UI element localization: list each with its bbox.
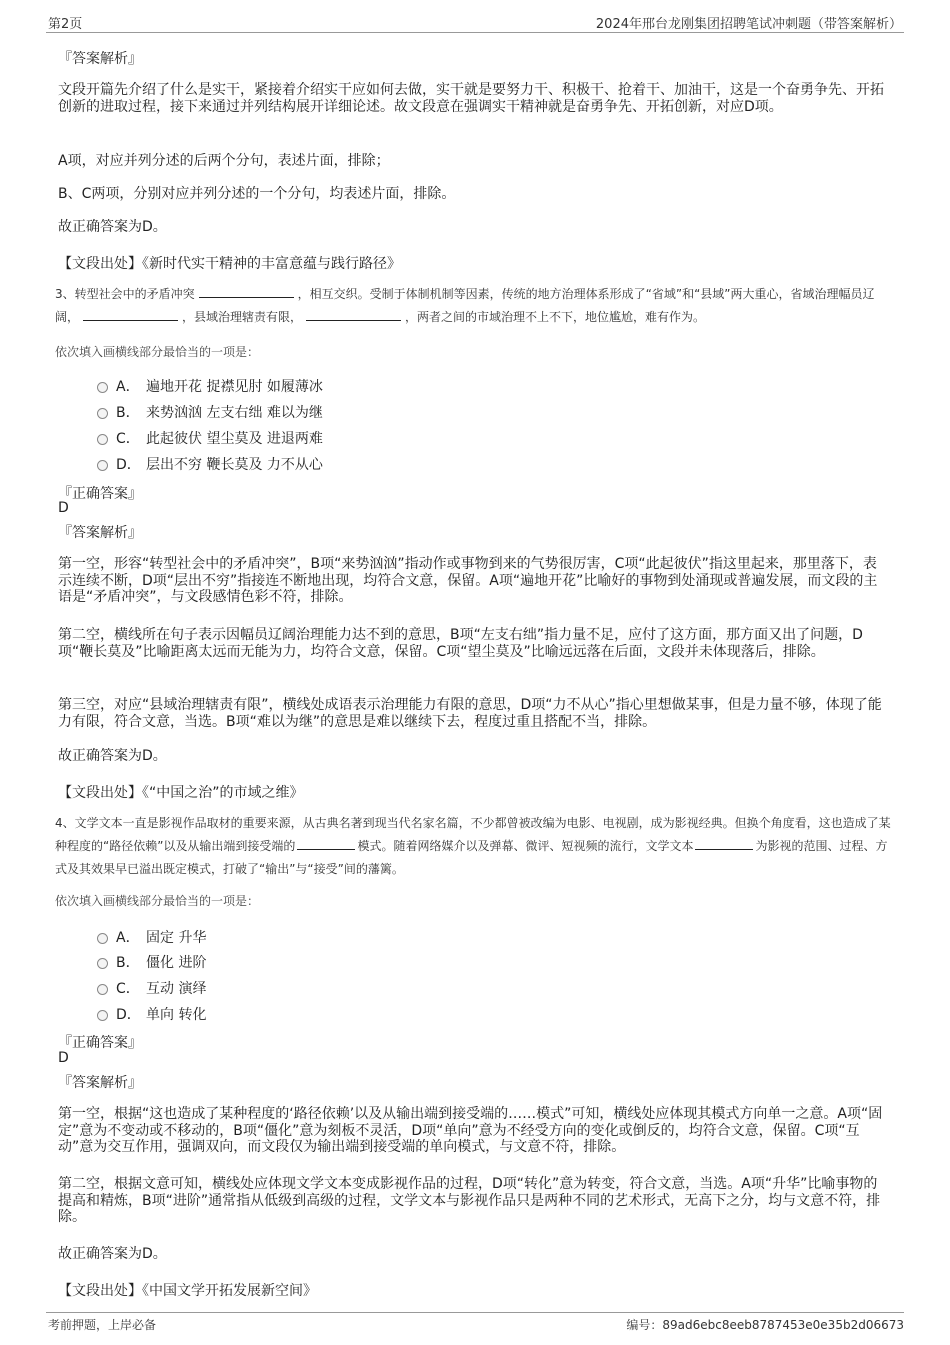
q4-correct-label: 『正确答案』 [58, 1035, 142, 1051]
option-letter: A． [116, 930, 140, 946]
radio-icon[interactable] [97, 434, 108, 445]
option-text: 互动 演绎 [146, 981, 207, 997]
q4-stem-part-2: 模式。随着网络媒介以及弹幕、微评、短视频的流行，文学文本 [357, 839, 694, 853]
q3-conclusion: 故正确答案为D。 [58, 748, 167, 764]
document-title: 2024年邢台龙刚集团招聘笔试冲刺题（带答案解析） [595, 17, 902, 32]
option-letter: B． [116, 405, 140, 421]
q2-analysis-paragraph-1: 文段开篇先介绍了什么是实干，紧接着介绍实干应如何去做，实干就是要努力干、积极干、抢着干、加油干，这是一个奋勇争先、开拓创新的进取过程，接下来通过并列结构展开详细论述。故文段意在强调实干精神就是奋勇争先、开拓创新，对应D项。 [58, 82, 884, 115]
option-text: 固定 升华 [146, 930, 207, 946]
q4-prompt: 依次填入画横线部分最恰当的一项是： [55, 894, 260, 908]
q4-conclusion: 故正确答案为D。 [58, 1246, 167, 1262]
q4-stem-part-1: 4、文学文本一直是影视作品取材的重要来源，从古典名著到现当代名家名篇，不少都曾被改编为电影、电视剧，成为影视经典。但换个角度看，这也造成了某种程度的“路径依赖”以及从输出端到接受端的 [55, 816, 891, 853]
document-code [626, 1316, 904, 1333]
q3-analysis-paragraph-2: 第二空，横线所在句子表示因幅员辽阔治理能力达不到的意思，B项“左支右绌”指力量不足，应付了这方面，那方面又出了问题，D项“鞭长莫及”比喻距离太远而无能为力，均符合文意，保留。C项“望尘莫及”比喻远远落在后面，文段并未体现落后，排除。 [58, 627, 863, 660]
option-text: 单向 转化 [146, 1007, 207, 1023]
q4-option-a[interactable] [97, 927, 206, 947]
radio-icon[interactable] [97, 1010, 108, 1021]
option-text: 遍地开花 捉襟见肘 如履薄冰 [146, 379, 323, 395]
radio-icon[interactable] [97, 460, 108, 471]
page-number: 第2页 [48, 17, 83, 32]
q3-option-a[interactable] [97, 376, 323, 396]
option-letter: D． [116, 1007, 141, 1023]
radio-icon[interactable] [97, 933, 108, 944]
q3-correct-answer: D [58, 500, 69, 516]
q3-blank-2 [83, 308, 178, 321]
radio-icon[interactable] [97, 382, 108, 393]
q3-analysis-paragraph-1: 第一空，形容“转型社会中的矛盾冲突”，B项“来势汹汹”指动作或事物到来的气势很厉害，C项“此起彼伏”指这里起来，那里落下，表示连续不断，D项“层出不穷”指接连不断地出现，均符合文意，保留。A项“遍地开花”比喻好的事物到处涌现或普遍发展，而文段的主语是“矛盾冲突”，与文段感情色彩不符，排除。 [58, 556, 878, 605]
q3-correct-label: 『正确答案』 [58, 486, 142, 502]
q4-analysis-label: 『答案解析』 [58, 1075, 142, 1091]
q4-option-d[interactable] [97, 1004, 206, 1024]
q3-option-c[interactable] [97, 428, 323, 448]
q3-stem-part-2: ，相互交织。受制于体制机制等因素，传统的地方治理体系形成了“省域”和“县域”两大重心，省域治理幅员辽阔， [55, 287, 875, 324]
option-text: 僵化 进阶 [146, 955, 207, 971]
q4-blank-1 [297, 837, 355, 850]
q3-analysis-label: 『答案解析』 [58, 525, 142, 541]
option-letter: D． [116, 457, 141, 473]
q4-correct-answer: D [58, 1050, 69, 1066]
q4-option-c[interactable] [97, 978, 206, 998]
page-header [46, 10, 904, 33]
option-text: 此起彼伏 望尘莫及 进退两难 [146, 431, 323, 447]
q3-stem-part-3: ，县域治理辖责有限， [182, 310, 303, 324]
q3-prompt: 依次填入画横线部分最恰当的一项是： [55, 345, 260, 359]
q3-stem-part-4: ，两者之间的市域治理不上不下，地位尴尬，难有作为。 [405, 310, 706, 324]
radio-icon[interactable] [97, 958, 108, 969]
option-letter: C． [116, 431, 140, 447]
q3-stem-part-1: 3、转型社会中的矛盾冲突 [55, 287, 195, 301]
q3-source: 【文段出处】《“中国之治”的市域之维》 [58, 785, 304, 801]
footer-slogan: 考前押题，上岸必备 [48, 1318, 157, 1332]
document-code-label: 编号： [626, 1318, 663, 1332]
q3-option-d[interactable] [97, 454, 323, 474]
q4-option-b[interactable] [97, 952, 206, 972]
option-letter: B． [116, 955, 140, 971]
q4-source: 【文段出处】《中国文学开拓发展新空间》 [58, 1283, 317, 1299]
q4-analysis-paragraph-1: 第一空，根据“这也造成了某种程度的‘路径依赖’以及从输出端到接受端的……模式”可知，横线处应体现其模式方向单一之意。A项“固定”意为不变动或不移动的，B项“僵化”意为刻板不灵活，D项“单向”意为不经受方向的变化或倒反的，均符合文意，保留。C项“互动”意为交互作用，强调双向，而文段仅为输出端到接受端的单向模式，与文意不符，排除。 [58, 1106, 883, 1155]
radio-icon[interactable] [97, 408, 108, 419]
q3-stem [55, 283, 895, 329]
q3-blank-3 [306, 308, 401, 321]
q3-option-b[interactable] [97, 402, 323, 422]
q4-analysis-paragraph-2: 第二空，根据文意可知，横线处应体现文学文本变成影视作品的过程，D项“转化”意为转变，符合文意，当选。A项“升华”比喻事物的提高和精炼，B项“进阶”通常指从低级到高级的过程，文学文本与影视作品只是两种不同的艺术形式，无高下之分，均与文意不符，排除。 [58, 1176, 881, 1225]
q4-blank-2 [695, 837, 753, 850]
document-code-value: 89ad6ebc8eeb8787453e0e35b2d06673 [662, 1318, 904, 1332]
option-letter: A． [116, 379, 140, 395]
option-text: 层出不穷 鞭长莫及 力不从心 [146, 457, 323, 473]
radio-icon[interactable] [97, 984, 108, 995]
q2-source: 【文段出处】《新时代实干精神的丰富意蕴与践行路径》 [58, 256, 401, 272]
q2-analysis-label: 『答案解析』 [58, 51, 142, 67]
option-letter: C． [116, 981, 140, 997]
option-text: 来势汹汹 左支右绌 难以为继 [146, 405, 323, 421]
q3-analysis-paragraph-3: 第三空，对应“县域治理辖责有限”，横线处成语表示治理能力有限的意思，D项“力不从心”指心里想做某事，但是力量不够，体现了能力有限，符合文意，当选。B项“难以为继”的意思是难以继续下去，程度过重且搭配不当，排除。 [58, 697, 882, 730]
q2-conclusion: 故正确答案为D。 [58, 219, 167, 235]
q3-blank-1 [199, 285, 294, 298]
page-footer [46, 1312, 904, 1333]
q2-analysis-paragraph-3: B、C两项，分别对应并列分述的一个分句，均表述片面，排除。 [58, 186, 456, 202]
q2-analysis-paragraph-2: A项，对应并列分述的后两个分句，表述片面，排除； [58, 153, 390, 169]
q4-stem [55, 812, 895, 881]
q4-stem-part-3: 为影视的范围、过程、方式及其效果早已溢出既定模式，打破了“输出”与“接受”间的藩篱。 [55, 839, 888, 876]
